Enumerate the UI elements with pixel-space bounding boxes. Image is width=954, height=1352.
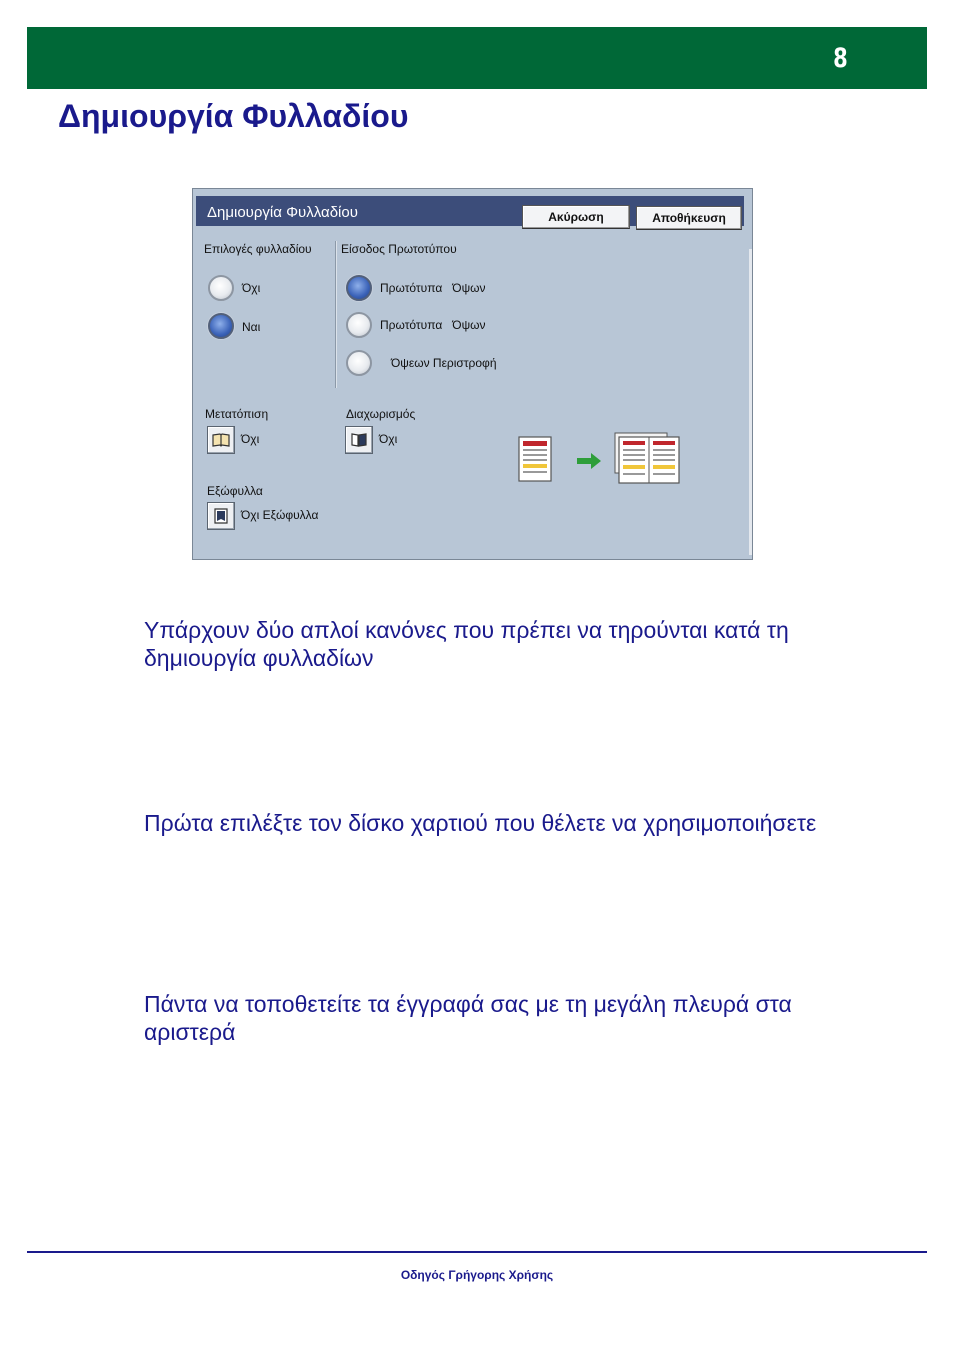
shift-heading: Μετατόπιση <box>205 407 269 421</box>
paragraph-rules: Υπάρχουν δύο απλοί κανόνες που πρέπει να τηρούνται κατά τη δημιουργία φυλλαδίων <box>144 617 789 671</box>
separation-value: Όχι <box>379 432 398 446</box>
booklet-options-heading: Επιλογές φυλλαδίου <box>204 242 312 256</box>
covers-button[interactable] <box>207 502 235 530</box>
radio-input-option-2[interactable] <box>346 312 372 338</box>
radio-input-option-3-label: Όψεων Περιστροφή <box>391 356 497 370</box>
cancel-button[interactable]: Ακύρωση <box>522 205 630 229</box>
paragraph-paper-tray: Πρώτα επιλέξτε τον δίσκο χαρτιού που θέλετε να χρησιμοποιήσετε <box>144 810 817 836</box>
shift-value: Όχι <box>241 432 260 446</box>
save-button[interactable]: Αποθήκευση <box>636 206 742 230</box>
shift-button[interactable] <box>207 426 235 454</box>
radio-input-option-1[interactable] <box>346 275 372 301</box>
radio-booklet-yes[interactable] <box>208 313 234 339</box>
booklet-creation-screen <box>192 188 753 560</box>
radio-booklet-yes-label: Ναι <box>242 320 261 334</box>
original-input-heading: Είσοδος Πρωτοτύπου <box>341 242 457 256</box>
split-pages-icon <box>350 431 368 449</box>
arrow-right-icon <box>577 453 601 469</box>
page-title: Δημιουργία Φυλλαδίου <box>58 98 409 134</box>
covers-value: Όχι Εξώφυλλα <box>241 508 319 522</box>
screen-title: Δημιουργία Φυλλαδίου <box>207 204 358 221</box>
booklet-diagram <box>515 431 681 489</box>
separation-heading: Διαχωρισμός <box>346 407 416 421</box>
paragraph-long-edge: Πάντα να τοποθετείτε τα έγγραφά σας με τη μεγάλη πλευρά στα αριστερά <box>144 991 792 1045</box>
footer-divider <box>27 1251 927 1253</box>
footer-text: Οδηγός Γρήγορης Χρήσης <box>400 1268 554 1282</box>
radio-booklet-no[interactable] <box>208 275 234 301</box>
radio-input-option-1-label: Πρωτότυπα Όψων <box>380 281 486 295</box>
single-page-icon <box>519 437 551 481</box>
screen-titlebar <box>196 196 744 226</box>
booklet-spread-icon <box>615 433 679 483</box>
header-bar <box>27 27 927 89</box>
radio-input-option-3[interactable] <box>346 350 372 376</box>
column-divider <box>335 241 336 388</box>
cover-icon <box>212 507 230 525</box>
radio-booklet-no-label: Όχι <box>242 281 261 295</box>
open-book-icon <box>212 431 230 449</box>
panel-edge <box>749 249 752 555</box>
covers-heading: Εξώφυλλα <box>207 484 263 498</box>
separation-button[interactable] <box>345 426 373 454</box>
radio-input-option-2-label: Πρωτότυπα Όψων <box>380 318 486 332</box>
page-number: 8 <box>833 43 848 74</box>
